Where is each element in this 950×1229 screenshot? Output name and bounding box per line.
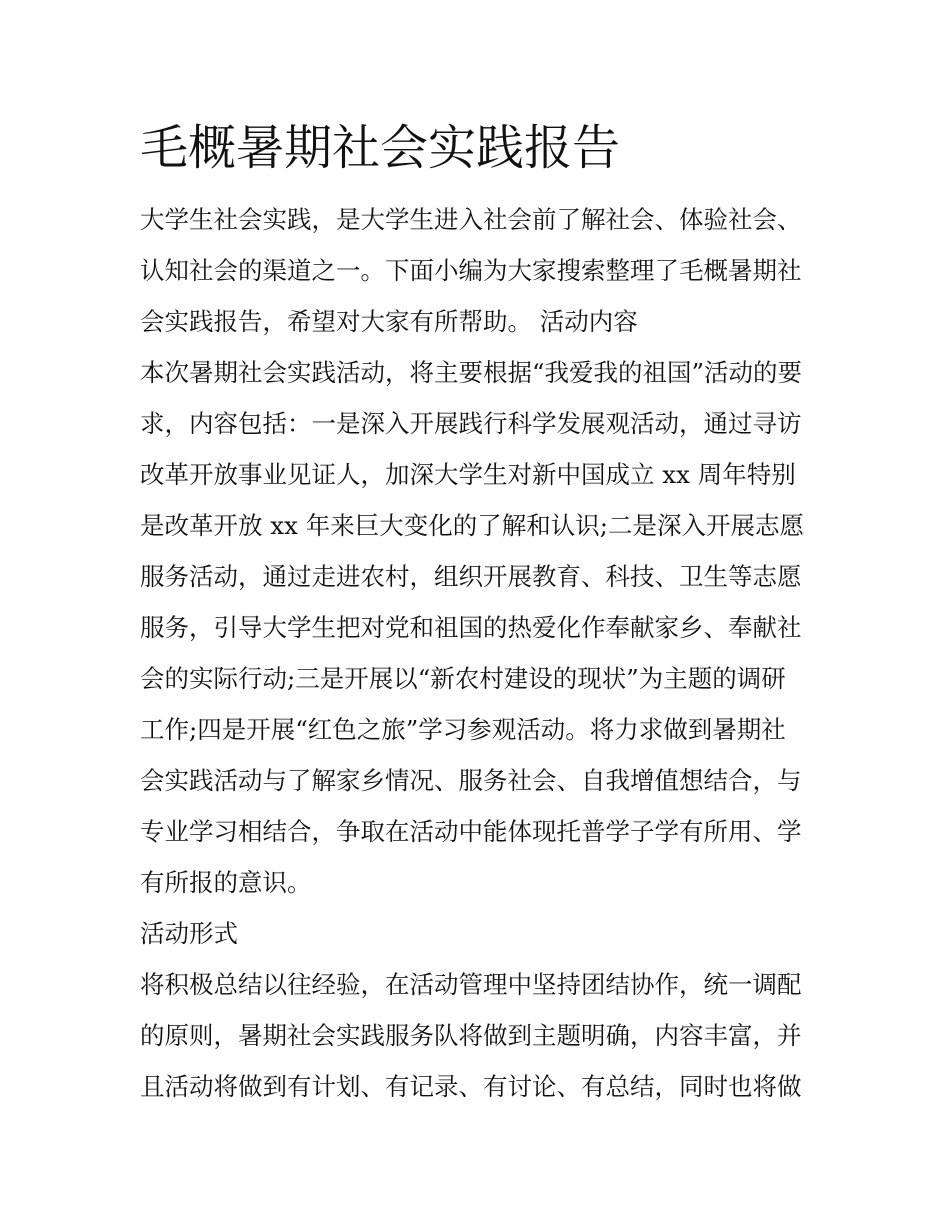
text-line-12: 会实践活动与了解家乡情况、服务社会、自我增值想结合，与	[140, 766, 802, 795]
text-line-1: 大学生社会实践，是大学生进入社会前了解社会、体验社会、	[140, 205, 802, 234]
text-line-7: 是改革开放 xx 年来巨大变化的了解和认识;二是深入开展志愿	[140, 511, 804, 540]
text-line-8: 服务活动，通过走进农村，组织开展教育、科技、卫生等志愿	[140, 562, 802, 591]
text-line-16: 将积极总结以往经验，在活动管理中坚持团结协作，统一调配	[140, 970, 802, 999]
text-line-13: 专业学习相结合，争取在活动中能体现托普学子学有所用、学	[140, 817, 802, 846]
text-line-10: 会的实际行动;三是开展以“新农村建设的现状”为主题的调研	[140, 664, 786, 693]
text-line-4: 本次暑期社会实践活动，将主要根据“我爱我的祖国”活动的要	[140, 358, 803, 387]
text-line-3: 会实践报告，希望对大家有所帮助。 活动内容	[140, 307, 638, 336]
text-line-17: 的原则，暑期社会实践服务队将做到主题明确，内容丰富，并	[140, 1021, 802, 1050]
text-line-9: 服务，引导大学生把对党和祖国的热爱化作奉献家乡、奉献社	[140, 613, 802, 642]
text-line-5: 求，内容包括：一是深入开展践行科学发展观活动，通过寻访	[140, 409, 802, 438]
text-line-14: 有所报的意识。	[140, 868, 312, 897]
document-title: 毛概暑期社会实践报告	[140, 120, 621, 176]
text-line-2: 认知社会的渠道之一。下面小编为大家搜索整理了毛概暑期社	[140, 256, 802, 285]
text-line-18: 且活动将做到有计划、有记录、有讨论、有总结，同时也将做	[140, 1072, 802, 1101]
text-line-11: 工作;四是开展“红色之旅”学习参观活动。将力求做到暑期社	[140, 715, 786, 744]
section-heading: 活动形式	[140, 919, 238, 948]
text-line-6: 改革开放事业见证人，加深大学生对新中国成立 xx 周年特别	[140, 460, 796, 489]
